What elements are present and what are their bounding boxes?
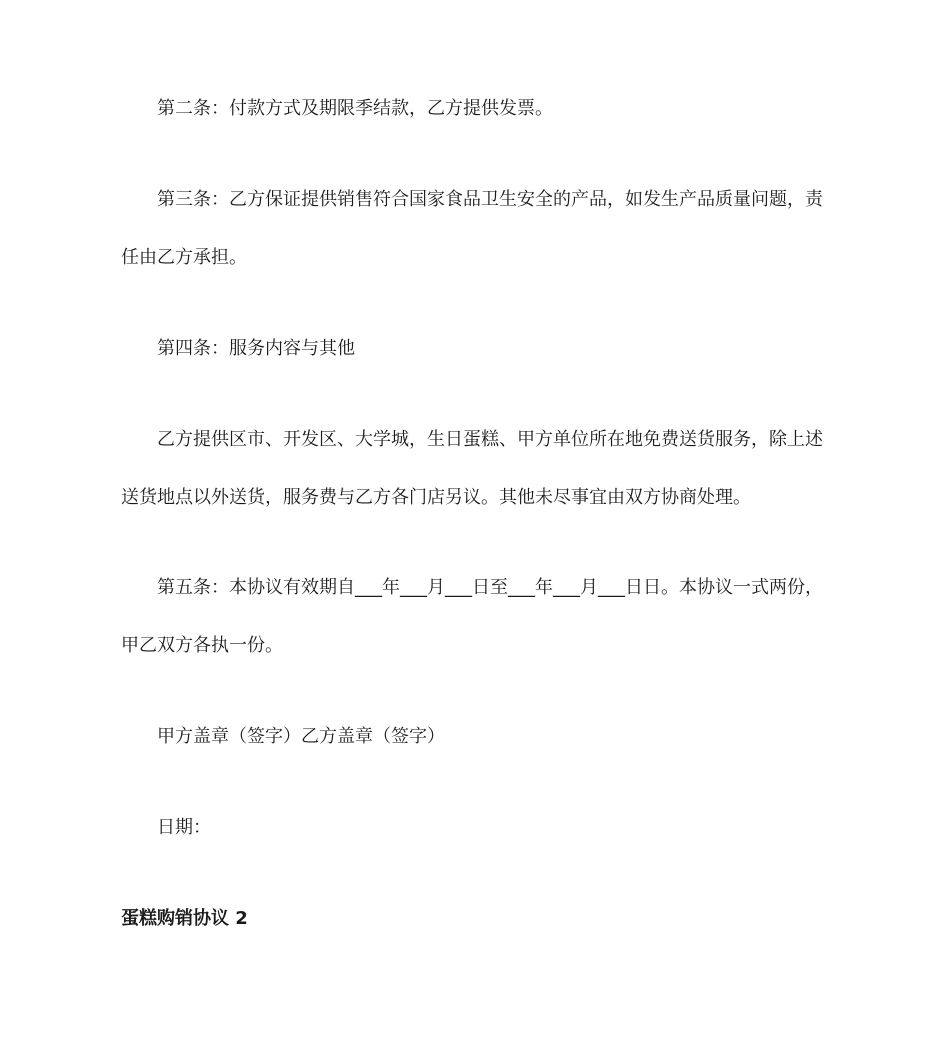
- clause-4-heading: 第四条：服务内容与其他: [157, 338, 355, 359]
- date-label: 日期：: [157, 817, 211, 838]
- clause-4-body-line-1: 乙方提供区市、开发区、大学城，生日蛋糕、甲方单位所在地免费送货服务，除上述: [157, 429, 823, 450]
- next-agreement-title: 蛋糕购销协议 2: [121, 908, 248, 929]
- clause-3-line-2: 任由乙方承担。: [121, 247, 247, 268]
- signature-line: 甲方盖章（签字）乙方盖章（签字）: [157, 726, 445, 747]
- clause-5-line-1: 第五条：本协议有效期自___年___月___日至___年___月___日日。本协议一式两份，: [157, 577, 823, 598]
- clause-3-line-1: 第三条：乙方保证提供销售符合国家食品卫生安全的产品，如发生产品质量问题，责: [157, 189, 823, 210]
- clause-5-line-2: 甲乙双方各执一份。: [121, 635, 283, 656]
- clause-4-body-line-2: 送货地点以外送货，服务费与乙方各门店另议。其他未尽事宜由双方协商处理。: [121, 487, 751, 508]
- clause-2: 第二条：付款方式及期限季结款，乙方提供发票。: [157, 98, 553, 119]
